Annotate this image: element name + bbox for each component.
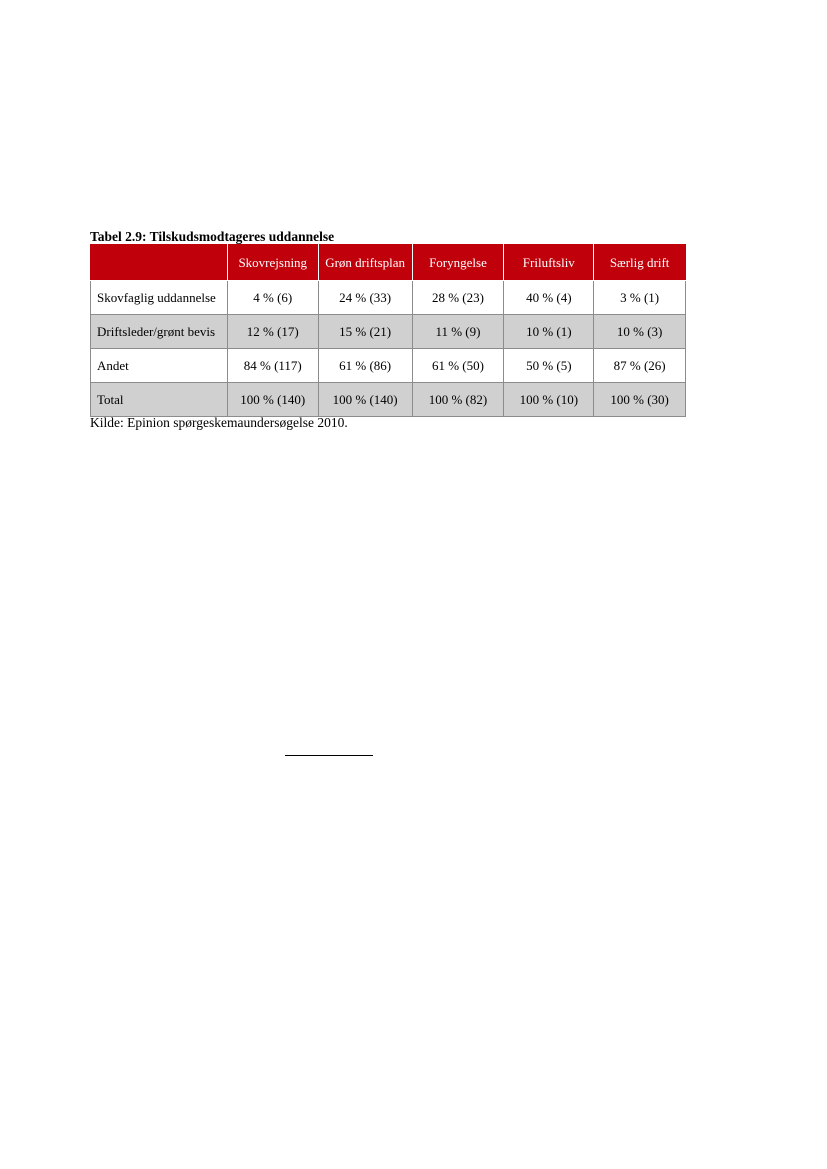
table-cell: 100 % (10) (504, 383, 594, 417)
table-cell: 100 % (82) (412, 383, 504, 417)
table-row (91, 281, 686, 315)
table-cell: 12 % (17) (227, 315, 318, 349)
table-cell: 3 % (1) (594, 281, 686, 315)
table-cell: 61 % (50) (412, 349, 504, 383)
table-cell: 15 % (21) (318, 315, 412, 349)
row-label: Andet (91, 349, 228, 383)
header-cell-saerlig-drift: Særlig drift (594, 245, 686, 281)
table-cell: 10 % (1) (504, 315, 594, 349)
header-cell-foryngelse: Foryngelse (412, 245, 504, 281)
table-row (91, 349, 686, 383)
header-cell-groen-driftsplan: Grøn driftsplan (318, 245, 412, 281)
table-cell: 11 % (9) (412, 315, 504, 349)
table-cell: 24 % (33) (318, 281, 412, 315)
table-cell: 87 % (26) (594, 349, 686, 383)
table-cell: 10 % (3) (594, 315, 686, 349)
header-cell-skovrejsning: Skovrejsning (227, 245, 318, 281)
row-label: Total (91, 383, 228, 417)
table-cell: 50 % (5) (504, 349, 594, 383)
header-cell-friluftsliv: Friluftsliv (504, 245, 594, 281)
table-cell: 100 % (140) (227, 383, 318, 417)
table-cell: 4 % (6) (227, 281, 318, 315)
table-caption: Tabel 2.9: Tilskudsmodtageres uddannelse (90, 229, 335, 244)
education-table (90, 244, 686, 417)
table-total-row (91, 383, 686, 417)
table-cell: 100 % (30) (594, 383, 686, 417)
row-label: Skovfaglig uddannelse (91, 281, 228, 315)
table-header-row (91, 245, 686, 281)
row-label: Driftsleder/grønt bevis (91, 315, 228, 349)
header-cell-empty (91, 245, 228, 281)
table-cell: 28 % (23) (412, 281, 504, 315)
table-cell: 40 % (4) (504, 281, 594, 315)
footnote-separator (285, 755, 373, 756)
table-cell: 61 % (86) (318, 349, 412, 383)
table-cell: 84 % (117) (227, 349, 318, 383)
table-source-note: Kilde: Epinion spørgeskemaundersøgelse 2010. (90, 415, 348, 430)
table-row (91, 315, 686, 349)
table-cell: 100 % (140) (318, 383, 412, 417)
